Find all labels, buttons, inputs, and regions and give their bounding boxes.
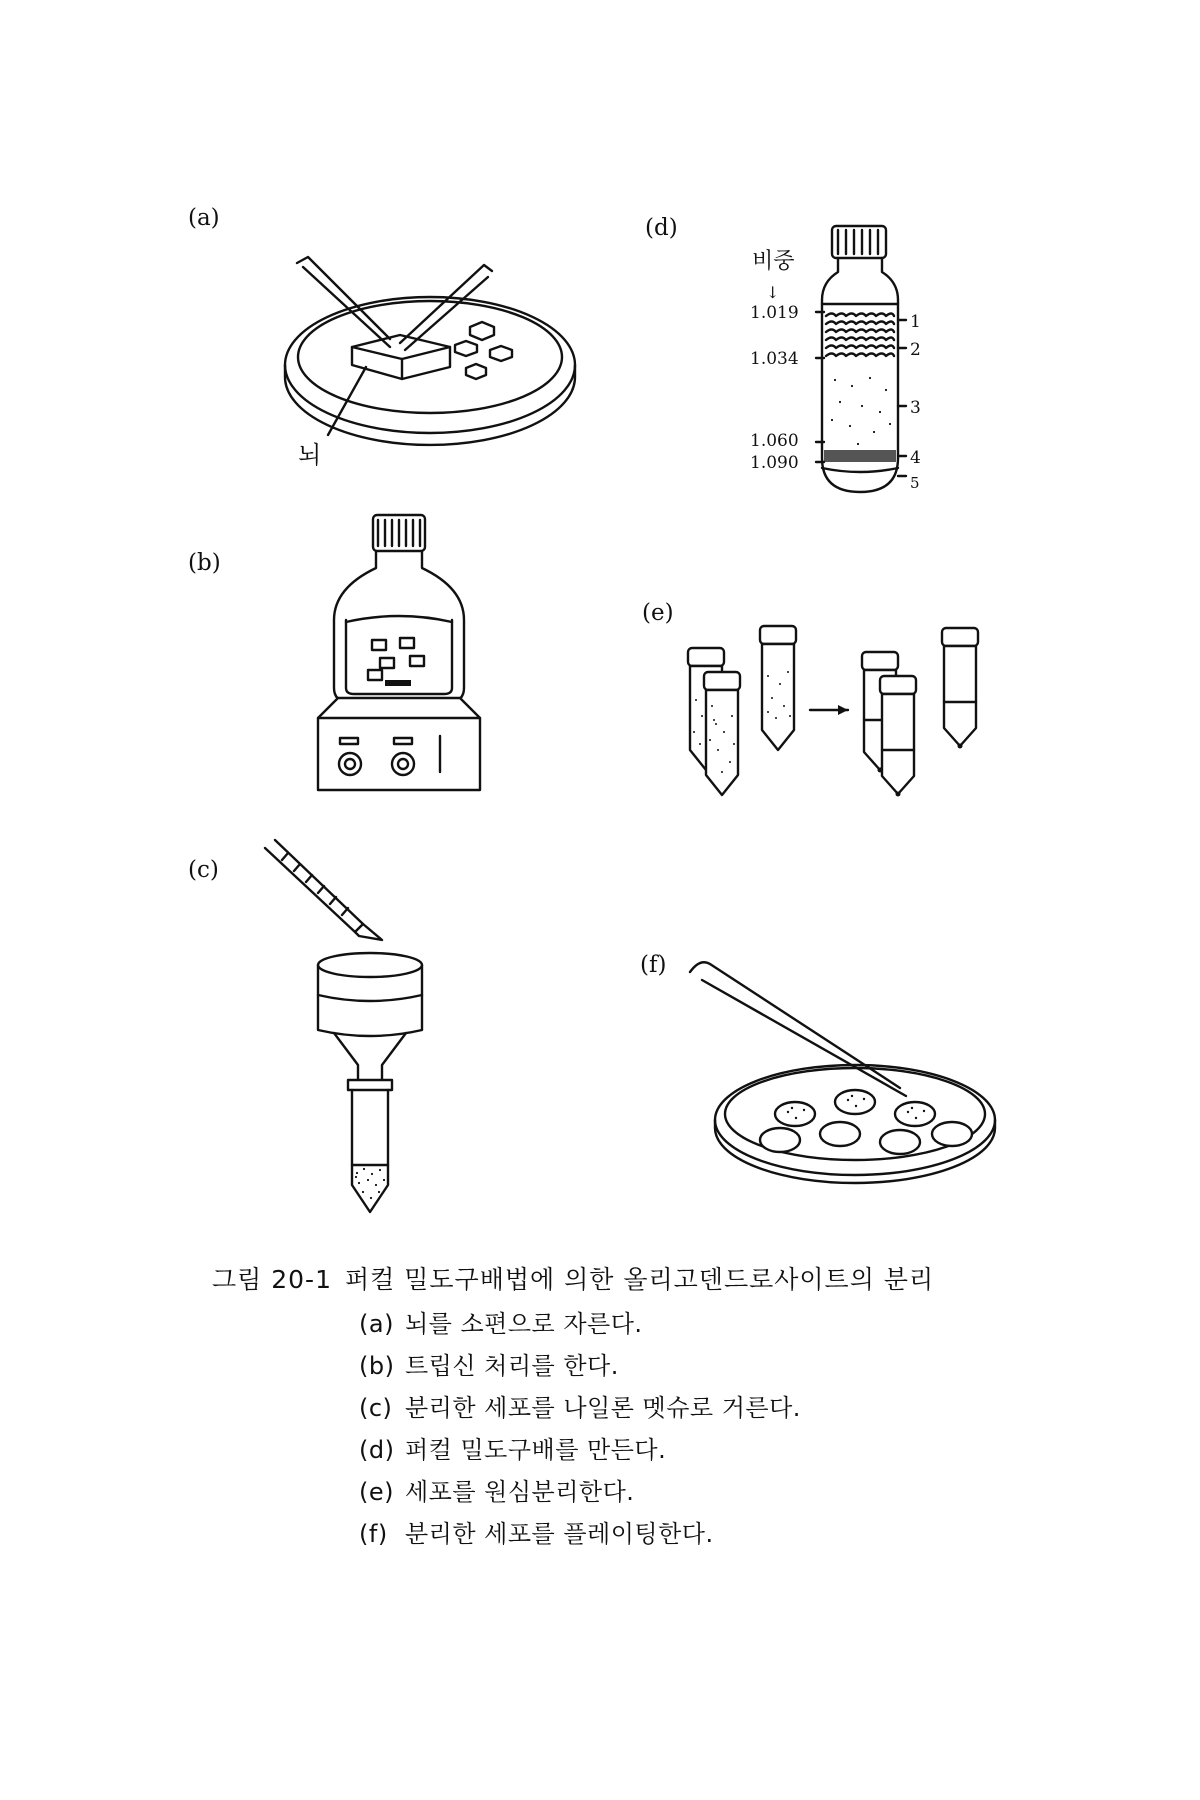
caption-step bbox=[359, 1472, 1012, 1514]
caption-step bbox=[359, 1430, 1012, 1472]
plating-illustration bbox=[680, 950, 1000, 1180]
filter-illustration bbox=[260, 840, 470, 1230]
step-text: 세포를 원심분리한다. bbox=[405, 1478, 635, 1506]
layer-number: 3 bbox=[910, 398, 921, 418]
caption-step bbox=[359, 1514, 1012, 1556]
step-text: 뇌를 소편으로 자른다. bbox=[405, 1310, 643, 1338]
step-marker: (f) bbox=[359, 1520, 388, 1548]
layer-number: 2 bbox=[910, 340, 921, 360]
step-text: 트립신 처리를 한다. bbox=[405, 1352, 619, 1380]
step-marker: (a) bbox=[359, 1310, 394, 1338]
brain-cutting-illustration bbox=[270, 255, 590, 485]
density-title: 비중 bbox=[752, 249, 795, 274]
step-text: 퍼컬 밀도구배를 만든다. bbox=[405, 1436, 667, 1464]
layer-number: 5 bbox=[910, 474, 920, 492]
caption-step bbox=[359, 1388, 1012, 1430]
brain-label: 뇌 bbox=[298, 441, 322, 469]
caption-steps bbox=[359, 1304, 1012, 1556]
panel-label-a: (a) bbox=[188, 205, 220, 231]
stirrer-bottle-illustration bbox=[310, 510, 490, 805]
panel-label-d: (d) bbox=[645, 215, 678, 241]
step-marker: (c) bbox=[359, 1394, 393, 1422]
layer-number: 1 bbox=[910, 312, 921, 332]
layer-number: 4 bbox=[910, 448, 921, 468]
figure-title: 퍼컬 밀도구배법에 의한 올리고덴드로사이트의 분리 bbox=[345, 1265, 935, 1294]
panel-label-f: (f) bbox=[640, 952, 667, 978]
density-value: 1.060 bbox=[750, 431, 799, 451]
step-marker: (d) bbox=[359, 1436, 395, 1464]
caption-step bbox=[359, 1304, 1012, 1346]
panel-label-b: (b) bbox=[188, 550, 221, 576]
step-marker: (b) bbox=[359, 1352, 395, 1380]
step-marker: (e) bbox=[359, 1478, 394, 1506]
caption-step bbox=[359, 1346, 1012, 1388]
density-value: 1.034 bbox=[750, 349, 799, 369]
density-value: 1.019 bbox=[750, 303, 799, 323]
step-text: 분리한 세포를 플레이팅한다. bbox=[405, 1520, 714, 1548]
density-value: 1.090 bbox=[750, 453, 799, 473]
caption-title-line bbox=[212, 1260, 1012, 1304]
figure-caption bbox=[212, 1260, 1012, 1556]
centrifuge-illustration bbox=[680, 620, 1000, 805]
figure-number: 그림 20-1 bbox=[212, 1265, 332, 1294]
density-gradient-illustration bbox=[740, 220, 970, 510]
density-arrow: ↓ bbox=[766, 283, 780, 302]
panel-label-c: (c) bbox=[188, 857, 219, 883]
step-text: 분리한 세포를 나일론 멧슈로 거른다. bbox=[405, 1394, 801, 1422]
panel-label-e: (e) bbox=[642, 600, 674, 626]
